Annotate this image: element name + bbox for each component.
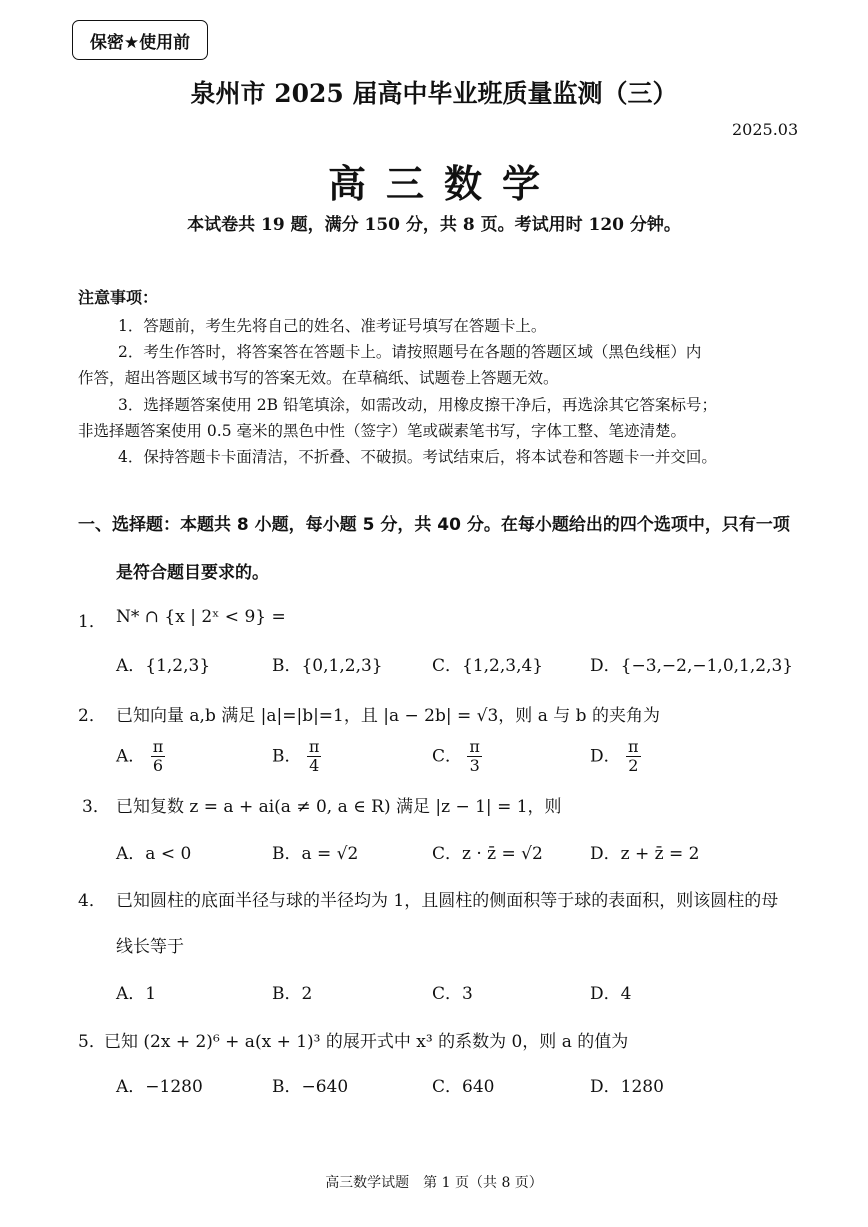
question-number: 5．	[78, 1032, 106, 1052]
denominator: 4	[309, 756, 320, 776]
notice-item: 作答，超出答题区域书写的答案无效。在草稿纸、试题卷上答题无效。	[78, 369, 559, 387]
option-label: B．	[272, 746, 302, 767]
option-b: B．a = √2	[272, 844, 359, 864]
option-b: B．−640	[272, 1077, 349, 1097]
option-c: C．3	[432, 984, 473, 1004]
section-heading-cont: 是符合题目要求的。	[116, 563, 269, 583]
option-c: C．z · z̄ = √2	[432, 844, 543, 864]
question-stem: 已知 (2x + 2)⁶ + a(x + 1)³ 的展开式中 x³ 的系数为 0，则 a 的值为	[104, 1032, 629, 1052]
exam-title: 泉州市 2025 届高中毕业班质量监测（三）	[190, 79, 678, 108]
option-c: C．{1,2,3,4}	[432, 656, 544, 676]
option-label: C．	[432, 746, 463, 767]
notice-item: 非选择题答案使用 0.5 毫米的黑色中性（签字）笔或碳素笔书写，字体工整、笔迹清楚。	[78, 422, 687, 440]
question-stem: 已知向量 a,b 满足 |a|=|b|=1，且 |a − 2b| = √3，则 a 与 b 的夹角为	[116, 706, 660, 726]
notice-title: 注意事项：	[78, 288, 159, 307]
option-a: A．1	[116, 984, 157, 1004]
notice-item: 3．选择题答案使用 2B 铅笔填涂，如需改动，用橡皮擦干净后，再选涂其它答案标号；	[118, 396, 717, 414]
confidential-stamp	[72, 20, 208, 60]
option-d: D．4	[590, 984, 632, 1004]
subject-title: 高三数学	[327, 161, 560, 206]
question-stem: 已知复数 z = a + ai(a ≠ 0, a ∈ R) 满足 |z − 1| = 1，则	[116, 797, 562, 817]
question-number: 3．	[82, 797, 110, 817]
option-a: A．{1,2,3}	[116, 656, 211, 676]
notice-item: 1．答题前，考生先将自己的姓名、准考证号填写在答题卡上。	[118, 317, 547, 335]
option-d: D．1280	[590, 1077, 664, 1097]
question-number: 4．	[78, 891, 106, 911]
option-b: B．2	[272, 984, 313, 1004]
option-b: B．{0,1,2,3}	[272, 656, 383, 676]
notice-item: 2．考生作答时，将答案答在答题卡上。请按照题号在各题的答题区域（黑色线框）内	[118, 343, 702, 361]
option-d	[590, 738, 641, 776]
fraction	[307, 738, 322, 776]
fraction	[151, 738, 166, 776]
denominator: 2	[628, 756, 639, 776]
section-heading: 一、选择题：本题共 8 小题，每小题 5 分，共 40 分。在每小题给出的四个选项中，只有一项	[78, 515, 790, 535]
question-stem-cont: 线长等于	[116, 937, 184, 957]
page-footer: 高三数学试题 第 1 页（共 8 页）	[325, 1175, 543, 1191]
option-a	[116, 738, 165, 776]
numerator: π	[469, 737, 480, 756]
option-c	[432, 738, 482, 776]
denominator: 6	[152, 756, 164, 776]
question-stem: 已知圆柱的底面半径与球的半径均为 1，且圆柱的侧面积等于球的表面积，则该圆柱的母	[116, 891, 779, 911]
question-stem: N* ∩ {x | 2ˣ < 9} =	[116, 607, 286, 627]
fraction	[626, 738, 641, 776]
option-d: D．z + z̄ = 2	[590, 844, 700, 864]
exam-date: 2025.03	[732, 120, 799, 139]
numerator: π	[152, 737, 164, 756]
option-d: D．{−3,−2,−1,0,1,2,3}	[590, 656, 794, 676]
option-b	[272, 738, 321, 776]
question-number: 1．	[78, 612, 106, 632]
option-a: A．−1280	[116, 1077, 203, 1097]
option-c: C．640	[432, 1077, 495, 1097]
option-label: D．	[590, 746, 621, 767]
question-number: 2．	[78, 706, 106, 726]
exam-info: 本试卷共 19 题，满分 150 分，共 8 页。考试用时 120 分钟。	[187, 215, 681, 235]
notice-item: 4．保持答题卡卡面清洁，不折叠、不破损。考试结束后，将本试卷和答题卡一并交回。	[118, 448, 717, 466]
numerator: π	[628, 737, 639, 756]
option-a: A．a < 0	[116, 844, 192, 864]
option-label: A．	[116, 746, 146, 767]
confidential-label: 保密★使用前	[89, 32, 191, 53]
numerator: π	[308, 737, 320, 756]
denominator: 3	[469, 756, 480, 776]
fraction	[467, 738, 482, 776]
